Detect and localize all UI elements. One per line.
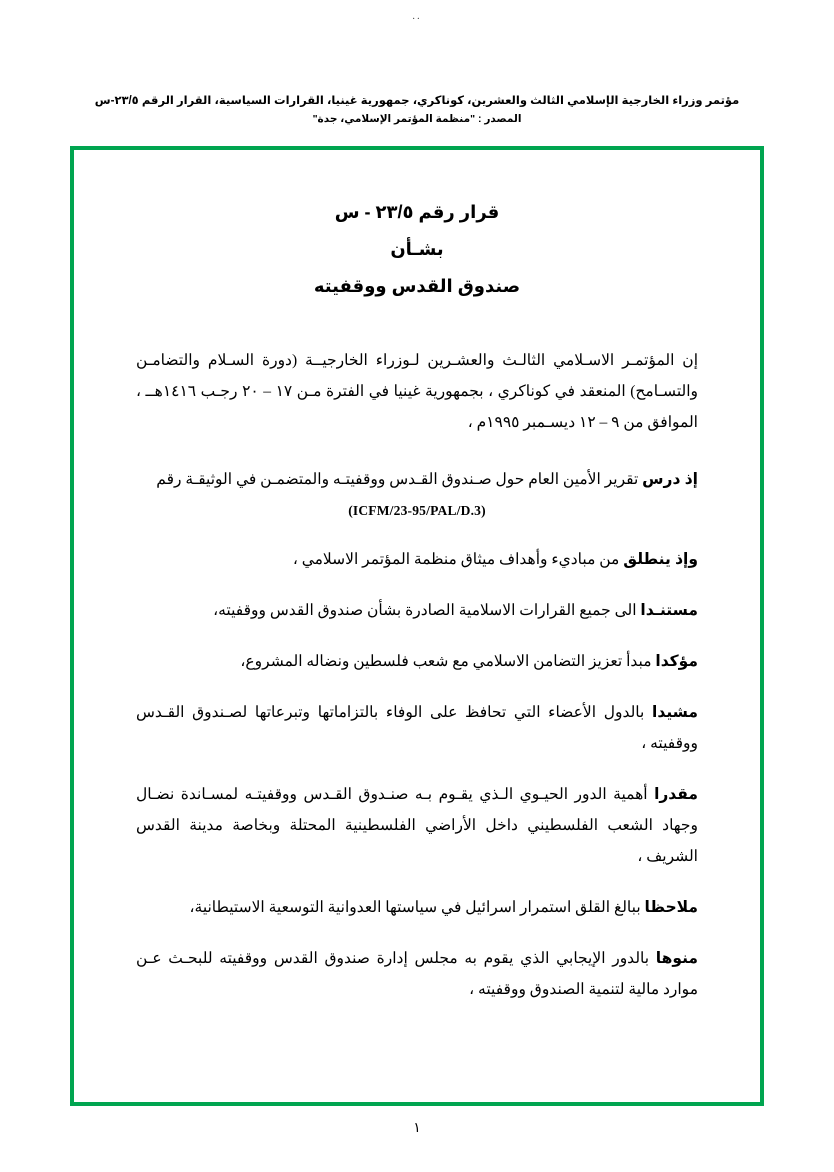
paragraph-affirming bbox=[136, 646, 698, 677]
paragraph-proceeding-from bbox=[136, 544, 698, 575]
paragraph-lead: مقدرا bbox=[654, 785, 699, 803]
paragraph-text: أهمية الدور الحيـوي الـذي يقـوم بـه صنـدوق القـدس ووقفيتـه لمسـاندة نضـال وجهاد الشعب الفلسطيني داخل الأراضي الفلسطينية المحتلة وبخاصة مدينة القدس الشريف ، bbox=[136, 785, 698, 865]
green-border-frame bbox=[70, 146, 764, 1106]
page-number: ١ bbox=[413, 1121, 421, 1136]
document-header bbox=[0, 92, 834, 129]
paragraph-lead: مستنـدا bbox=[640, 601, 698, 619]
paragraph-text: من مباديء وأهداف ميثاق منظمة المؤتمر الاسلامي ، bbox=[292, 550, 620, 568]
paragraph-text: تقرير الأمين العام حول صـندوق القـدس ووقفيتـه والمتضمـن في الوثيقـة رقم bbox=[156, 470, 639, 488]
paragraph-lead: مشيدا bbox=[652, 703, 699, 721]
paragraph-text: ببالغ القلق استمرار اسرائيل في سياستها العدوانية التوسعية الاستيطانية، bbox=[189, 898, 641, 916]
paragraph-having-studied bbox=[136, 464, 698, 524]
resolution-number: قرار رقم ٢٣/٥ - س bbox=[334, 202, 500, 222]
header-conference-line: مؤتمر وزراء الخارجية الإسلامي الثالث والعشرين، كوناكري، جمهورية غينيا، القرارات السياسية، القرار الرقم ٢٣/٥-س bbox=[94, 95, 740, 107]
paragraph-lead: مؤكدا bbox=[655, 652, 698, 670]
header-source-line: المصدر : "منظمة المؤتمر الإسلامي، جدة" bbox=[312, 113, 522, 126]
resolution-content bbox=[74, 150, 760, 1102]
paragraph-noting-concern bbox=[136, 892, 698, 923]
paragraph-text: إن المؤتمـر الاسـلامي الثالـث والعشـرين لـوزراء الخارجيــة (دورة السـلام والتضامـن والتسـامح) المنعقد في كوناكري ، بجمهورية غينيا في الفترة مـن ١٧ – ٢٠ رجـب ١٤١٦هــ ، الموافق من ٩ – ١٢ ديسـمبر ١٩٩٥م ، bbox=[136, 351, 699, 431]
paragraph-opening bbox=[136, 345, 698, 438]
paragraph-based-on bbox=[136, 595, 698, 626]
paragraph-text: الى جميع القرارات الاسلامية الصادرة بشأن صندوق القدس ووقفيته، bbox=[213, 601, 637, 619]
paragraph-lead: ملاحظا bbox=[644, 898, 698, 916]
paragraph-appreciating bbox=[136, 779, 698, 872]
paragraph-text: بالدور الإيجابي الذي يقوم به مجلس إدارة صندوق القدس ووقفيته للبحـث عـن موارد مالية لتنمية الصندوق ووقفيته ، bbox=[136, 949, 698, 998]
paragraph-referring bbox=[136, 943, 698, 1005]
paragraph-lead: وإذ ينطلق bbox=[623, 550, 698, 568]
document-reference-code: (ICFM/23-95/PAL/D.3) bbox=[348, 502, 486, 518]
resolution-title-group bbox=[136, 194, 698, 305]
paragraph-text: مبدأ تعزيز التضامن الاسلامي مع شعب فلسطين ونضاله المشروع، bbox=[240, 652, 652, 670]
resolution-subject: صندوق القدس ووقفيته bbox=[313, 275, 521, 296]
paragraph-text: بالدول الأعضاء التي تحافظ على الوفاء بالتزاماتها وتبرعاتها لصـندوق القـدس ووقفيته ، bbox=[136, 703, 698, 752]
resolution-subject-label: بشـأن bbox=[390, 238, 444, 259]
paragraph-commending bbox=[136, 697, 698, 759]
paragraph-lead: إذ درس bbox=[642, 470, 698, 488]
top-marker: .. bbox=[412, 10, 422, 22]
paragraph-lead: منوها bbox=[655, 949, 698, 967]
